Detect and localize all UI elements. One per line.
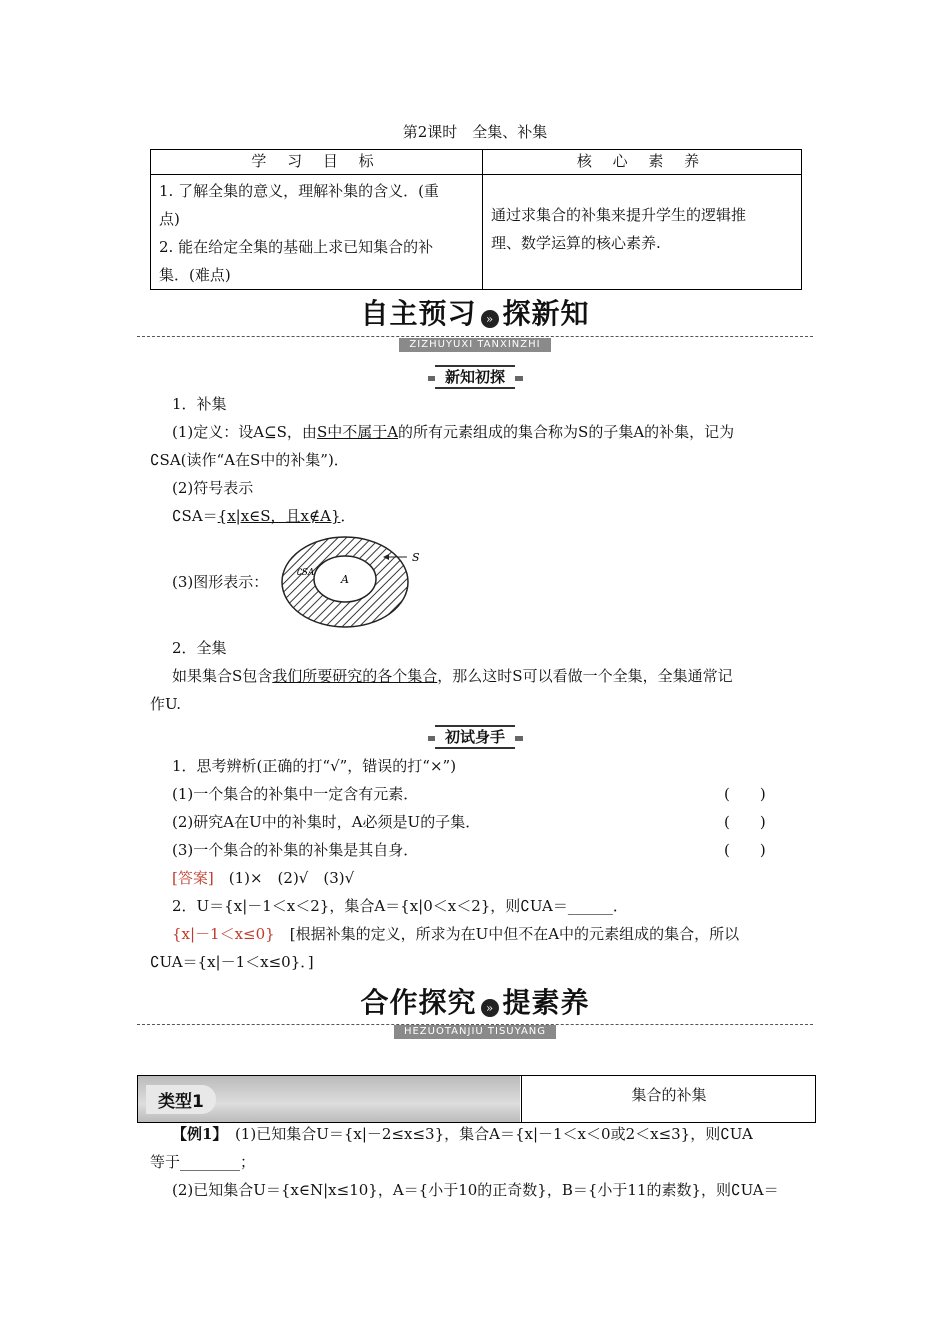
- answer-line: [答案] (1)× (2)√ (3)√: [172, 869, 355, 887]
- goals-table: [150, 149, 802, 290]
- literacy-line: 理、数学运算的核心素养.: [491, 234, 661, 252]
- text-line: 1．思考辨析(正确的打“√”，错误的打“×”): [172, 757, 457, 775]
- text-line: 1．补集: [172, 395, 227, 413]
- venn-label-a: A: [341, 573, 349, 586]
- section-title: 合作探究: [360, 986, 477, 1019]
- type-topic: 集合的补集: [521, 1076, 816, 1122]
- section-subtitle: ZIZHUYUXI TANXINZHI: [399, 338, 550, 352]
- goal-line: 2. 能在给定全集的基础上求已知集合的补: [159, 238, 434, 256]
- text-line: ∁SA(读作“A在S中的补集”)．: [150, 451, 349, 469]
- text-line: 2．全集: [172, 639, 227, 657]
- venn-label-complement: ∁SA: [296, 568, 315, 578]
- text-line: ∁SA＝{x|x∈S，且x∉A}．: [172, 507, 356, 525]
- literacy-line: 通过求集合的补集来提升学生的逻辑推: [491, 206, 747, 224]
- tag-new-knowledge: 新知初探: [0, 365, 950, 389]
- answer-blank: ( ): [724, 785, 766, 803]
- text-line: 如果集合S包含我们所要研究的各个集合，那么这时S可以看做一个全集，全集通常记: [172, 667, 733, 685]
- section-subtitle: HEZUOTANJIU TISUYANG: [394, 1025, 556, 1039]
- chevron-right-icon: »: [481, 310, 499, 328]
- example-line: (2)已知集合U＝{x∈N|x≤10}，A＝{小于10的正奇数}，B＝{小于11的素数}，则∁UA＝: [172, 1181, 779, 1199]
- text-line: (2)符号表示: [172, 479, 254, 497]
- answer-line: ∁UA＝{x|－1＜x≤0}．]: [150, 953, 314, 971]
- goals-header-left: 学 习 目 标: [151, 150, 483, 175]
- answer-line: {x|－1＜x≤0} [根据补集的定义，所求为在U中但不在A中的元素组成的集合，所以: [172, 925, 740, 943]
- goal-line: 1. 了解全集的意义，理解补集的含义．(重: [159, 182, 439, 200]
- venn-diagram: [275, 532, 435, 632]
- example-line: 等于________；: [150, 1153, 256, 1171]
- answer-blank: ( ): [724, 841, 766, 859]
- type-label: 类型1: [146, 1085, 216, 1114]
- text-line: 2．U＝{x|－1＜x＜2}，集合A＝{x|0＜x＜2}，则∁UA＝______．: [172, 897, 628, 915]
- question-item: (1)一个集合的补集中一定含有元素．: [172, 785, 419, 803]
- question-item: (2)研究A在U中的补集时，A必须是U的子集．: [172, 813, 481, 831]
- text-line: (1)定义：设A⊆S，由S中不属于A的所有元素组成的集合称为S的子集A的补集，记为: [172, 423, 735, 441]
- section-banner-explore: [0, 986, 950, 1020]
- text-line: 作U.: [150, 695, 182, 713]
- question-item: (3)一个集合的补集的补集是其自身．: [172, 841, 419, 859]
- goals-right-cell: [483, 175, 802, 290]
- goals-header-right: 核 心 素 养: [483, 150, 802, 175]
- page-title: 第2课时 全集、补集: [402, 123, 548, 141]
- answer-blank: ( ): [724, 813, 766, 831]
- goals-left-cell: [151, 175, 483, 290]
- chevron-right-icon: »: [481, 999, 499, 1017]
- venn-label-s: S: [412, 551, 420, 564]
- example-line: 【例1】 (1)已知集合U＝{x|－2≤x≤3}，集合A＝{x|－1＜x＜0或2＜x≤3}，则∁UA: [172, 1125, 753, 1143]
- section-banner-preview: [0, 297, 950, 331]
- tag-try-it: 初试身手: [0, 725, 950, 749]
- goal-line: 点): [159, 210, 180, 228]
- text-line: (3)图形表示：: [172, 573, 269, 591]
- type-header: [137, 1075, 816, 1123]
- section-title-2: 提素养: [502, 986, 590, 1019]
- goal-line: 集．(难点): [159, 266, 231, 284]
- section-title-2: 探新知: [502, 297, 590, 330]
- section-title: 自主预习: [360, 297, 477, 330]
